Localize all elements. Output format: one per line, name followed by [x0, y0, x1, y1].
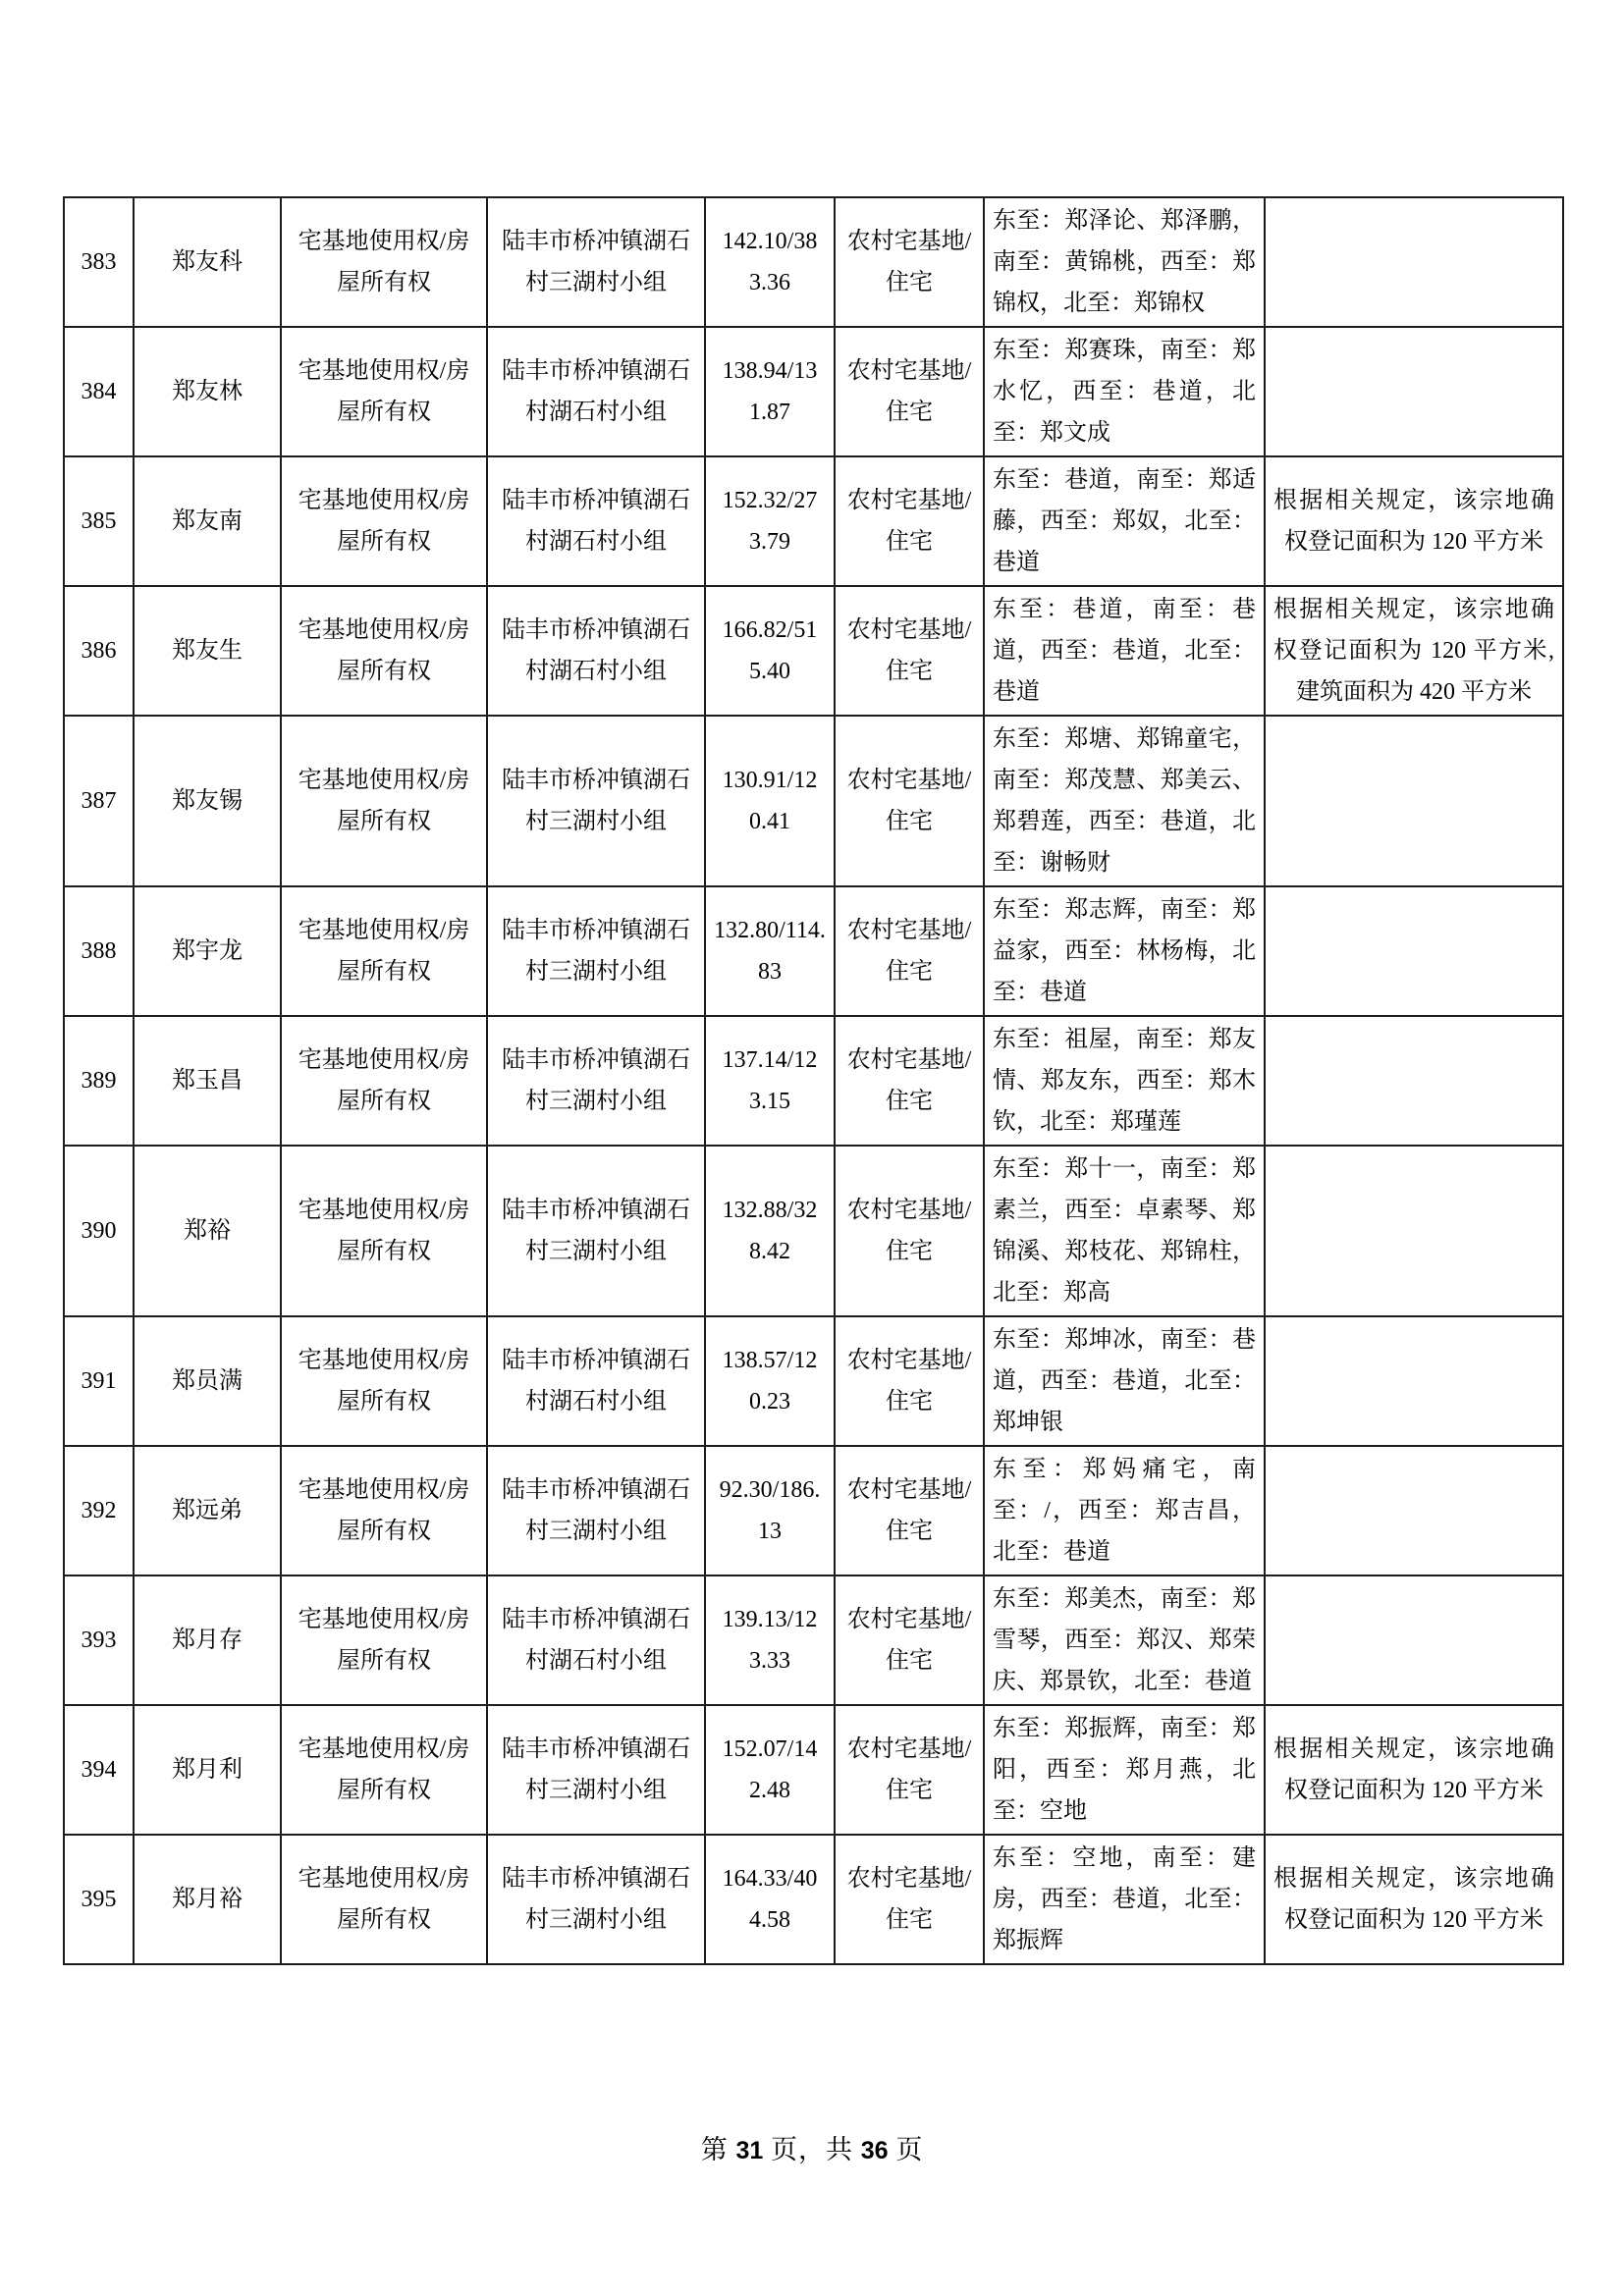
cell-usage: 农村宅基地/住宅	[835, 1835, 984, 1964]
cell-no: 392	[64, 1446, 134, 1575]
table-row	[64, 716, 1563, 886]
cell-no: 385	[64, 456, 134, 586]
cell-name: 郑友南	[134, 456, 281, 586]
cell-name: 郑玉昌	[134, 1016, 281, 1146]
cell-usage: 农村宅基地/住宅	[835, 886, 984, 1016]
cell-area: 166.82/515.40	[705, 586, 835, 716]
cell-location: 陆丰市桥冲镇湖石村湖石村小组	[487, 1575, 705, 1705]
cell-location: 陆丰市桥冲镇湖石村三湖村小组	[487, 1016, 705, 1146]
cell-usage: 农村宅基地/住宅	[835, 586, 984, 716]
cell-usage: 农村宅基地/住宅	[835, 456, 984, 586]
cell-no: 383	[64, 197, 134, 327]
cell-area: 132.80/114.83	[705, 886, 835, 1016]
cell-usage: 农村宅基地/住宅	[835, 716, 984, 886]
cell-right-type: 宅基地使用权/房屋所有权	[281, 1316, 487, 1446]
cell-no: 386	[64, 586, 134, 716]
cell-right-type: 宅基地使用权/房屋所有权	[281, 886, 487, 1016]
cell-remark: 根据相关规定，该宗地确权登记面积为 120 平方米,建筑面积为 420 平方米	[1265, 586, 1563, 716]
cell-boundary: 东至：郑泽论、郑泽鹏，南至：黄锦桃，西至：郑锦权，北至：郑锦权	[984, 197, 1265, 327]
table-row	[64, 1705, 1563, 1835]
cell-boundary: 东至：郑振辉，南至：郑阳，西至：郑月燕，北至：空地	[984, 1705, 1265, 1835]
cell-location: 陆丰市桥冲镇湖石村三湖村小组	[487, 886, 705, 1016]
cell-boundary: 东至：祖屋，南至：郑友情、郑友东，西至：郑木钦，北至：郑瑾莲	[984, 1016, 1265, 1146]
table-row	[64, 1575, 1563, 1705]
cell-name: 郑裕	[134, 1146, 281, 1316]
cell-area: 152.07/142.48	[705, 1705, 835, 1835]
cell-right-type: 宅基地使用权/房屋所有权	[281, 456, 487, 586]
cell-right-type: 宅基地使用权/房屋所有权	[281, 1016, 487, 1146]
cell-right-type: 宅基地使用权/房屋所有权	[281, 197, 487, 327]
cell-location: 陆丰市桥冲镇湖石村湖石村小组	[487, 456, 705, 586]
cell-area: 142.10/383.36	[705, 197, 835, 327]
table-row	[64, 1316, 1563, 1446]
table-row	[64, 197, 1563, 327]
cell-area: 138.94/131.87	[705, 327, 835, 456]
cell-area: 164.33/404.58	[705, 1835, 835, 1964]
cell-no: 384	[64, 327, 134, 456]
cell-location: 陆丰市桥冲镇湖石村湖石村小组	[487, 1316, 705, 1446]
cell-location: 陆丰市桥冲镇湖石村三湖村小组	[487, 716, 705, 886]
cell-usage: 农村宅基地/住宅	[835, 1705, 984, 1835]
cell-area: 132.88/328.42	[705, 1146, 835, 1316]
cell-remark	[1265, 716, 1563, 886]
cell-name: 郑友生	[134, 586, 281, 716]
footer-suffix: 页	[895, 2135, 924, 2164]
cell-boundary: 东至：郑妈痛宅，南至：/，西至：郑吉昌，北至：巷道	[984, 1446, 1265, 1575]
cell-name: 郑友科	[134, 197, 281, 327]
cell-area: 138.57/120.23	[705, 1316, 835, 1446]
cell-right-type: 宅基地使用权/房屋所有权	[281, 716, 487, 886]
cell-boundary: 东至：郑志辉，南至：郑益家，西至：林杨梅，北至：巷道	[984, 886, 1265, 1016]
cell-remark	[1265, 1575, 1563, 1705]
cell-location: 陆丰市桥冲镇湖石村三湖村小组	[487, 1446, 705, 1575]
cell-location: 陆丰市桥冲镇湖石村三湖村小组	[487, 197, 705, 327]
table-row	[64, 1835, 1563, 1964]
cell-remark	[1265, 886, 1563, 1016]
table-row	[64, 1016, 1563, 1146]
cell-location: 陆丰市桥冲镇湖石村三湖村小组	[487, 1146, 705, 1316]
cell-remark	[1265, 1016, 1563, 1146]
footer-page-number: 31	[735, 2137, 764, 2164]
table-row	[64, 886, 1563, 1016]
footer-total-pages: 36	[860, 2137, 889, 2164]
cell-no: 393	[64, 1575, 134, 1705]
table-row	[64, 1446, 1563, 1575]
cell-remark	[1265, 1316, 1563, 1446]
cell-remark: 根据相关规定，该宗地确权登记面积为 120 平方米	[1265, 1705, 1563, 1835]
cell-name: 郑月存	[134, 1575, 281, 1705]
cell-remark	[1265, 197, 1563, 327]
cell-name: 郑友林	[134, 327, 281, 456]
cell-remark	[1265, 1446, 1563, 1575]
cell-usage: 农村宅基地/住宅	[835, 1316, 984, 1446]
cell-boundary: 东至：巷道，南至：郑适藤，西至：郑奴，北至：巷道	[984, 456, 1265, 586]
cell-right-type: 宅基地使用权/房屋所有权	[281, 1575, 487, 1705]
cell-no: 394	[64, 1705, 134, 1835]
land-register-table	[63, 196, 1564, 1965]
cell-no: 391	[64, 1316, 134, 1446]
cell-name: 郑宇龙	[134, 886, 281, 1016]
cell-boundary: 东至：巷道，南至：巷道，西至：巷道，北至：巷道	[984, 586, 1265, 716]
cell-right-type: 宅基地使用权/房屋所有权	[281, 327, 487, 456]
cell-location: 陆丰市桥冲镇湖石村三湖村小组	[487, 1705, 705, 1835]
cell-boundary: 东至：郑美杰，南至：郑雪琴，西至：郑汉、郑荣庆、郑景钦，北至：巷道	[984, 1575, 1265, 1705]
table-row	[64, 327, 1563, 456]
cell-area: 92.30/186.13	[705, 1446, 835, 1575]
cell-remark: 根据相关规定，该宗地确权登记面积为 120 平方米	[1265, 456, 1563, 586]
cell-no: 388	[64, 886, 134, 1016]
cell-remark	[1265, 327, 1563, 456]
cell-boundary: 东至：郑坤冰，南至：巷道，西至：巷道，北至：郑坤银	[984, 1316, 1265, 1446]
cell-remark	[1265, 1146, 1563, 1316]
cell-usage: 农村宅基地/住宅	[835, 197, 984, 327]
cell-no: 395	[64, 1835, 134, 1964]
cell-area: 137.14/123.15	[705, 1016, 835, 1146]
cell-right-type: 宅基地使用权/房屋所有权	[281, 1705, 487, 1835]
cell-no: 387	[64, 716, 134, 886]
cell-name: 郑员满	[134, 1316, 281, 1446]
cell-right-type: 宅基地使用权/房屋所有权	[281, 1835, 487, 1964]
cell-name: 郑友锡	[134, 716, 281, 886]
table-row	[64, 1146, 1563, 1316]
cell-name: 郑远弟	[134, 1446, 281, 1575]
footer-middle: 页，共	[771, 2135, 853, 2164]
cell-boundary: 东至：郑塘、郑锦童宅，南至：郑茂慧、郑美云、郑碧莲，西至：巷道，北至：谢畅财	[984, 716, 1265, 886]
cell-no: 390	[64, 1146, 134, 1316]
cell-location: 陆丰市桥冲镇湖石村三湖村小组	[487, 1835, 705, 1964]
cell-location: 陆丰市桥冲镇湖石村湖石村小组	[487, 586, 705, 716]
cell-usage: 农村宅基地/住宅	[835, 327, 984, 456]
cell-right-type: 宅基地使用权/房屋所有权	[281, 1446, 487, 1575]
table-body	[64, 197, 1563, 1964]
cell-usage: 农村宅基地/住宅	[835, 1575, 984, 1705]
table-row	[64, 586, 1563, 716]
cell-right-type: 宅基地使用权/房屋所有权	[281, 1146, 487, 1316]
cell-name: 郑月利	[134, 1705, 281, 1835]
cell-area: 152.32/273.79	[705, 456, 835, 586]
footer-prefix: 第	[700, 2135, 729, 2164]
cell-usage: 农村宅基地/住宅	[835, 1146, 984, 1316]
cell-right-type: 宅基地使用权/房屋所有权	[281, 586, 487, 716]
cell-no: 389	[64, 1016, 134, 1146]
page-footer	[0, 2128, 1624, 2166]
cell-remark: 根据相关规定，该宗地确权登记面积为 120 平方米	[1265, 1835, 1563, 1964]
cell-name: 郑月裕	[134, 1835, 281, 1964]
cell-usage: 农村宅基地/住宅	[835, 1446, 984, 1575]
table-row	[64, 456, 1563, 586]
cell-boundary: 东至：郑赛珠，南至：郑水忆，西至：巷道，北至：郑文成	[984, 327, 1265, 456]
cell-boundary: 东至：空地，南至：建房，西至：巷道，北至：郑振辉	[984, 1835, 1265, 1964]
cell-usage: 农村宅基地/住宅	[835, 1016, 984, 1146]
cell-area: 139.13/123.33	[705, 1575, 835, 1705]
cell-area: 130.91/120.41	[705, 716, 835, 886]
cell-location: 陆丰市桥冲镇湖石村湖石村小组	[487, 327, 705, 456]
cell-boundary: 东至：郑十一，南至：郑素兰，西至：卓素琴、郑锦溪、郑枝花、郑锦柱，北至：郑高	[984, 1146, 1265, 1316]
